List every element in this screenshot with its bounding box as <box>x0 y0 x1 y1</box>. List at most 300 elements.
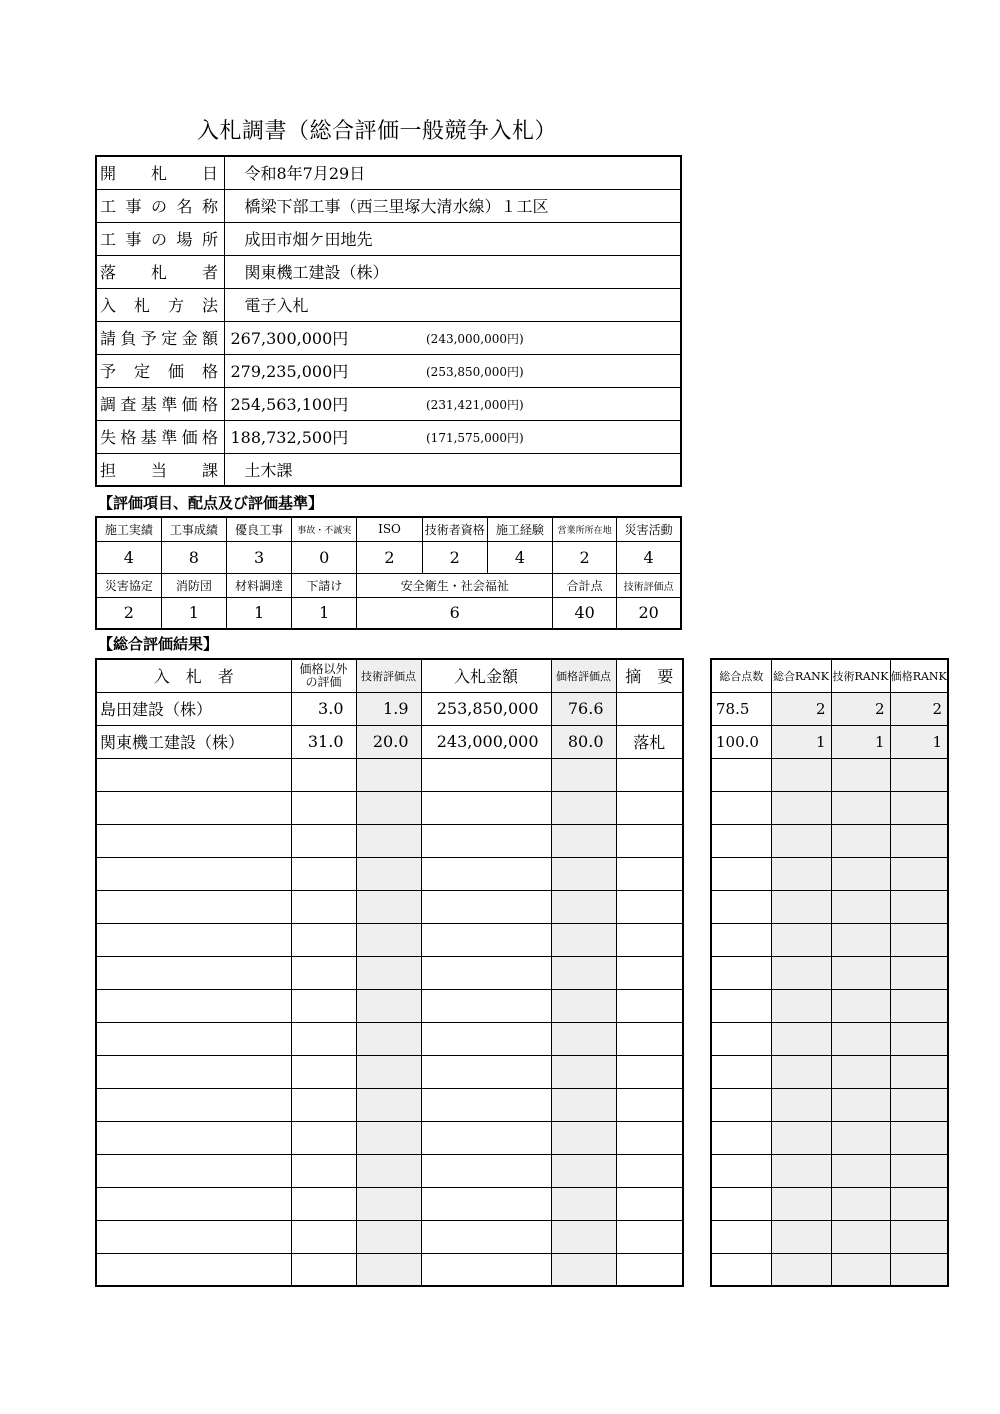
cell-total-rank <box>771 1154 831 1187</box>
header-price-rank: 価格RANK <box>890 659 948 692</box>
table-row <box>96 956 683 989</box>
cell-total-score <box>711 923 771 956</box>
cell-bidder: 島田建設（株） <box>96 692 291 725</box>
eval-header: 営業所所在地 <box>553 517 617 541</box>
cell-total-rank <box>771 1055 831 1088</box>
cell-remarks <box>616 1220 683 1253</box>
rank-row <box>711 1022 948 1055</box>
cell-bidder <box>96 1220 291 1253</box>
cell-price-score <box>551 989 616 1022</box>
table-row <box>96 1121 683 1154</box>
cell-price-score <box>551 758 616 791</box>
eval-value: 6 <box>357 597 553 629</box>
cell-remarks <box>616 824 683 857</box>
eval-value: 3 <box>226 541 291 573</box>
eval-header: 消防団 <box>161 573 226 597</box>
rank-row <box>711 692 948 725</box>
cell-bid-amount <box>421 956 551 989</box>
cell-bidder <box>96 791 291 824</box>
cell-price-score <box>551 1253 616 1286</box>
cell-non-price <box>291 989 356 1022</box>
cell-total-rank <box>771 956 831 989</box>
eval-value-row-1 <box>96 541 681 573</box>
cell-non-price <box>291 1121 356 1154</box>
cell-bid-amount <box>421 1154 551 1187</box>
label-method: 入札方法 <box>100 296 218 315</box>
table-row <box>96 1154 683 1187</box>
cell-bid-amount: 243,000,000 <box>421 725 551 758</box>
cell-bidder: 関東機工建設（株） <box>96 725 291 758</box>
cell-total-rank: 2 <box>771 692 831 725</box>
cell-total-score <box>711 1154 771 1187</box>
cell-non-price <box>291 1253 356 1286</box>
cell-price-score <box>551 1055 616 1088</box>
eval-value: 1 <box>292 597 357 629</box>
cell-total-score <box>711 890 771 923</box>
cell-total-rank <box>771 1253 831 1286</box>
cell-tech-score: 20.0 <box>356 725 421 758</box>
cell-total-score <box>711 956 771 989</box>
cell-tech-rank <box>831 1088 890 1121</box>
table-row <box>96 989 683 1022</box>
cell-bid-amount <box>421 1253 551 1286</box>
cell-bid-amount <box>421 824 551 857</box>
cell-bidder <box>96 758 291 791</box>
cell-bid-amount <box>421 1088 551 1121</box>
cell-bidder <box>96 1088 291 1121</box>
results-header-row <box>96 659 683 692</box>
cell-price-score: 76.6 <box>551 692 616 725</box>
rank-row <box>711 791 948 824</box>
table-row <box>96 1253 683 1286</box>
cell-total-score <box>711 1022 771 1055</box>
eval-value-row-2 <box>96 597 681 629</box>
cell-remarks <box>616 1253 683 1286</box>
results-table <box>95 658 684 1287</box>
eval-header: 安全衛生・社会福祉 <box>357 573 553 597</box>
value-planned-price-note: (253,850,000円) <box>426 365 524 379</box>
cell-total-score <box>711 1088 771 1121</box>
cell-non-price <box>291 1055 356 1088</box>
cell-remarks <box>616 1187 683 1220</box>
cell-tech-rank: 1 <box>831 725 890 758</box>
eval-value: 1 <box>161 597 226 629</box>
cell-tech-score <box>356 1088 421 1121</box>
rank-row <box>711 1088 948 1121</box>
eval-value: 20 <box>617 597 681 629</box>
cell-remarks <box>616 857 683 890</box>
cell-price-rank <box>890 1253 948 1286</box>
rank-row <box>711 758 948 791</box>
cell-price-score <box>551 890 616 923</box>
cell-bidder <box>96 989 291 1022</box>
cell-tech-score <box>356 923 421 956</box>
cell-price-score <box>551 1154 616 1187</box>
cell-non-price <box>291 890 356 923</box>
rank-row <box>711 824 948 857</box>
cell-total-score <box>711 857 771 890</box>
cell-bid-amount <box>421 1055 551 1088</box>
cell-remarks <box>616 758 683 791</box>
cell-non-price <box>291 791 356 824</box>
cell-bid-amount: 253,850,000 <box>421 692 551 725</box>
table-row <box>96 758 683 791</box>
value-survey-price: 254,563,100円 <box>230 395 349 414</box>
cell-tech-score <box>356 1022 421 1055</box>
value-open-date: 令和8年7月29日 <box>224 156 681 189</box>
header-remarks: 摘 要 <box>616 659 683 692</box>
cell-tech-rank <box>831 1022 890 1055</box>
info-row-date <box>96 156 681 189</box>
cell-price-score <box>551 1088 616 1121</box>
cell-tech-rank <box>831 890 890 923</box>
cell-tech-rank: 2 <box>831 692 890 725</box>
header-non-price-2: の評価 <box>305 674 342 689</box>
header-bidder: 入 札 者 <box>96 659 291 692</box>
table-row <box>96 857 683 890</box>
value-survey-price-note: (231,421,000円) <box>426 398 524 412</box>
cell-tech-rank <box>831 791 890 824</box>
cell-total-rank <box>771 758 831 791</box>
header-tech-rank: 技術RANK <box>831 659 890 692</box>
eval-value: 2 <box>422 541 487 573</box>
cell-price-rank <box>890 1154 948 1187</box>
rank-table <box>710 658 949 1287</box>
eval-header: ISO <box>357 517 422 541</box>
eval-header: 工事成績 <box>161 517 226 541</box>
eval-value: 2 <box>96 597 161 629</box>
info-row-department <box>96 453 681 486</box>
eval-value: 4 <box>487 541 552 573</box>
eval-header: 技術者資格 <box>422 517 487 541</box>
rank-row <box>711 1187 948 1220</box>
cell-bidder <box>96 923 291 956</box>
cell-price-score <box>551 1187 616 1220</box>
cell-tech-score <box>356 989 421 1022</box>
table-row <box>96 923 683 956</box>
eval-value: 40 <box>553 597 617 629</box>
cell-price-rank <box>890 824 948 857</box>
eval-value: 4 <box>617 541 681 573</box>
eval-header: 技術評価点 <box>617 573 681 597</box>
label-disqual-price: 失格基準価格 <box>100 428 218 447</box>
value-contract-amount: 267,300,000円 <box>230 329 349 348</box>
cell-remarks <box>616 890 683 923</box>
cell-tech-rank <box>831 1154 890 1187</box>
cell-bidder <box>96 1187 291 1220</box>
info-row-location <box>96 222 681 255</box>
cell-tech-rank <box>831 857 890 890</box>
info-row-disqual-price <box>96 420 681 453</box>
value-department: 土木課 <box>224 453 681 486</box>
cell-total-score: 78.5 <box>711 692 771 725</box>
eval-value: 8 <box>161 541 226 573</box>
cell-price-score <box>551 1220 616 1253</box>
value-contract-amount-note: (243,000,000円) <box>426 332 524 346</box>
cell-tech-rank <box>831 1121 890 1154</box>
cell-tech-score <box>356 857 421 890</box>
cell-price-rank <box>890 1088 948 1121</box>
cell-price-rank <box>890 758 948 791</box>
cell-bidder <box>96 890 291 923</box>
cell-tech-score <box>356 791 421 824</box>
cell-non-price <box>291 923 356 956</box>
cell-bidder <box>96 1253 291 1286</box>
cell-bid-amount <box>421 1187 551 1220</box>
cell-price-score <box>551 956 616 989</box>
cell-total-score <box>711 1055 771 1088</box>
cell-tech-score <box>356 758 421 791</box>
cell-non-price <box>291 857 356 890</box>
cell-bidder <box>96 1121 291 1154</box>
info-row-method <box>96 288 681 321</box>
cell-tech-rank <box>831 758 890 791</box>
cell-total-score <box>711 989 771 1022</box>
cell-total-score <box>711 1253 771 1286</box>
cell-bidder <box>96 1154 291 1187</box>
rank-row <box>711 725 948 758</box>
cell-tech-rank <box>831 1187 890 1220</box>
cell-non-price <box>291 1088 356 1121</box>
label-location: 工事の場所 <box>100 230 218 249</box>
cell-price-rank <box>890 1220 948 1253</box>
cell-bid-amount <box>421 857 551 890</box>
cell-total-score <box>711 1121 771 1154</box>
cell-price-rank <box>890 857 948 890</box>
cell-price-score <box>551 1022 616 1055</box>
cell-remarks <box>616 1055 683 1088</box>
cell-total-score <box>711 824 771 857</box>
eval-header: 災害活動 <box>617 517 681 541</box>
cell-non-price <box>291 1187 356 1220</box>
eval-header: 施工経験 <box>487 517 552 541</box>
cell-total-score: 100.0 <box>711 725 771 758</box>
cell-non-price <box>291 1022 356 1055</box>
eval-value: 2 <box>553 541 617 573</box>
cell-bidder <box>96 1022 291 1055</box>
cell-tech-rank <box>831 956 890 989</box>
label-work-name: 工事の名称 <box>100 197 218 216</box>
rank-row <box>711 1121 948 1154</box>
cell-remarks <box>616 989 683 1022</box>
bid-info-table <box>95 155 682 487</box>
label-planned-price: 予 定 価 格 <box>100 362 218 381</box>
cell-bid-amount <box>421 1220 551 1253</box>
cell-bid-amount <box>421 1121 551 1154</box>
cell-total-rank <box>771 989 831 1022</box>
info-row-contract-amount <box>96 321 681 354</box>
table-row <box>96 824 683 857</box>
cell-total-score <box>711 1187 771 1220</box>
cell-total-rank <box>771 923 831 956</box>
cell-price-score <box>551 791 616 824</box>
info-row-work-name <box>96 189 681 222</box>
eval-value: 1 <box>226 597 291 629</box>
cell-tech-rank <box>831 1055 890 1088</box>
cell-remarks <box>616 791 683 824</box>
rank-row <box>711 956 948 989</box>
cell-bid-amount <box>421 1022 551 1055</box>
header-tech-score: 技術評価点 <box>356 659 421 692</box>
rank-row <box>711 1154 948 1187</box>
rank-row <box>711 923 948 956</box>
cell-remarks <box>616 956 683 989</box>
cell-tech-rank <box>831 923 890 956</box>
cell-price-rank <box>890 1187 948 1220</box>
cell-tech-rank <box>831 824 890 857</box>
header-bid-amount: 入札金額 <box>421 659 551 692</box>
table-row <box>96 1088 683 1121</box>
eval-header: 合計点 <box>553 573 617 597</box>
cell-remarks <box>616 1154 683 1187</box>
cell-price-rank: 2 <box>890 692 948 725</box>
cell-price-rank <box>890 989 948 1022</box>
table-row <box>96 1022 683 1055</box>
cell-tech-score: 1.9 <box>356 692 421 725</box>
cell-total-rank <box>771 1187 831 1220</box>
cell-tech-score <box>356 1121 421 1154</box>
eval-value: 0 <box>292 541 357 573</box>
cell-total-rank <box>771 1121 831 1154</box>
cell-non-price <box>291 956 356 989</box>
cell-bidder <box>96 824 291 857</box>
rank-row <box>711 890 948 923</box>
cell-price-score <box>551 857 616 890</box>
results-section-label: 【総合評価結果】 <box>98 635 219 653</box>
label-open-date: 開 札 日 <box>100 164 218 184</box>
cell-price-rank <box>890 791 948 824</box>
table-row <box>96 1187 683 1220</box>
cell-bid-amount <box>421 758 551 791</box>
label-survey-price: 調査基準価格 <box>100 395 218 414</box>
cell-remarks <box>616 692 683 725</box>
value-planned-price: 279,235,000円 <box>230 362 349 381</box>
eval-header: 事故・不誠実 <box>292 517 357 541</box>
header-total-score: 総合点数 <box>711 659 771 692</box>
table-row <box>96 725 683 758</box>
table-row <box>96 692 683 725</box>
cell-total-rank <box>771 857 831 890</box>
cell-total-rank <box>771 824 831 857</box>
cell-price-score <box>551 923 616 956</box>
cell-bidder <box>96 857 291 890</box>
cell-price-rank <box>890 890 948 923</box>
cell-non-price <box>291 824 356 857</box>
eval-header: 材料調達 <box>226 573 291 597</box>
value-location: 成田市畑ケ田地先 <box>224 222 681 255</box>
eval-section-label: 【評価項目、配点及び評価基準】 <box>98 494 324 512</box>
cell-price-rank <box>890 1121 948 1154</box>
cell-total-score <box>711 1220 771 1253</box>
eval-header-row-2 <box>96 573 681 597</box>
label-department: 担 当 課 <box>100 460 218 480</box>
eval-header: 施工実績 <box>96 517 161 541</box>
cell-bid-amount <box>421 791 551 824</box>
rank-row <box>711 989 948 1022</box>
cell-tech-score <box>356 1187 421 1220</box>
cell-remarks <box>616 1088 683 1121</box>
cell-bid-amount <box>421 923 551 956</box>
cell-price-rank: 1 <box>890 725 948 758</box>
cell-tech-rank <box>831 989 890 1022</box>
info-row-survey-price <box>96 387 681 420</box>
cell-tech-score <box>356 1154 421 1187</box>
cell-total-score <box>711 758 771 791</box>
label-winner: 落 札 者 <box>100 263 218 282</box>
cell-total-score <box>711 791 771 824</box>
cell-remarks <box>616 1022 683 1055</box>
rank-row <box>711 1055 948 1088</box>
cell-tech-rank <box>831 1253 890 1286</box>
rank-row <box>711 857 948 890</box>
cell-tech-rank <box>831 1220 890 1253</box>
cell-total-rank <box>771 890 831 923</box>
cell-price-rank <box>890 923 948 956</box>
table-row <box>96 890 683 923</box>
header-non-price-1: 価格以外 <box>299 661 348 676</box>
cell-bid-amount <box>421 989 551 1022</box>
eval-header: 下請け <box>292 573 357 597</box>
eval-header: 災害協定 <box>96 573 161 597</box>
cell-bid-amount <box>421 890 551 923</box>
cell-non-price <box>291 1154 356 1187</box>
table-row <box>96 1220 683 1253</box>
cell-tech-score <box>356 824 421 857</box>
document-title: 入札調書（総合評価一般競争入札） <box>197 119 558 144</box>
cell-price-score: 80.0 <box>551 725 616 758</box>
value-method: 電子入札 <box>224 288 681 321</box>
cell-remarks <box>616 923 683 956</box>
rank-row <box>711 1253 948 1286</box>
cell-tech-score <box>356 1220 421 1253</box>
table-row <box>96 1055 683 1088</box>
value-work-name: 橋梁下部工事（西三里塚大清水線）１工区 <box>224 189 681 222</box>
value-disqual-price: 188,732,500円 <box>230 428 349 447</box>
value-disqual-price-note: (171,575,000円) <box>426 431 524 445</box>
cell-total-rank: 1 <box>771 725 831 758</box>
cell-non-price: 3.0 <box>291 692 356 725</box>
rank-header-row <box>711 659 948 692</box>
eval-criteria-table <box>95 516 682 630</box>
cell-price-rank <box>890 1055 948 1088</box>
cell-non-price <box>291 758 356 791</box>
eval-value: 2 <box>357 541 422 573</box>
cell-non-price: 31.0 <box>291 725 356 758</box>
cell-tech-score <box>356 1253 421 1286</box>
cell-total-rank <box>771 1220 831 1253</box>
cell-remarks <box>616 1121 683 1154</box>
eval-header: 優良工事 <box>226 517 291 541</box>
label-contract-amount: 請負予定金額 <box>100 329 218 348</box>
cell-remarks: 落札 <box>616 725 683 758</box>
cell-price-rank <box>890 1022 948 1055</box>
eval-header-row-1 <box>96 517 681 541</box>
cell-price-score <box>551 824 616 857</box>
cell-bidder <box>96 1055 291 1088</box>
header-price-score: 価格評価点 <box>551 659 616 692</box>
cell-tech-score <box>356 1055 421 1088</box>
cell-price-score <box>551 1121 616 1154</box>
cell-tech-score <box>356 890 421 923</box>
cell-price-rank <box>890 956 948 989</box>
info-row-winner <box>96 255 681 288</box>
cell-total-rank <box>771 1088 831 1121</box>
cell-total-rank <box>771 1022 831 1055</box>
cell-non-price <box>291 1220 356 1253</box>
cell-total-rank <box>771 791 831 824</box>
cell-tech-score <box>356 956 421 989</box>
header-total-rank: 総合RANK <box>771 659 831 692</box>
